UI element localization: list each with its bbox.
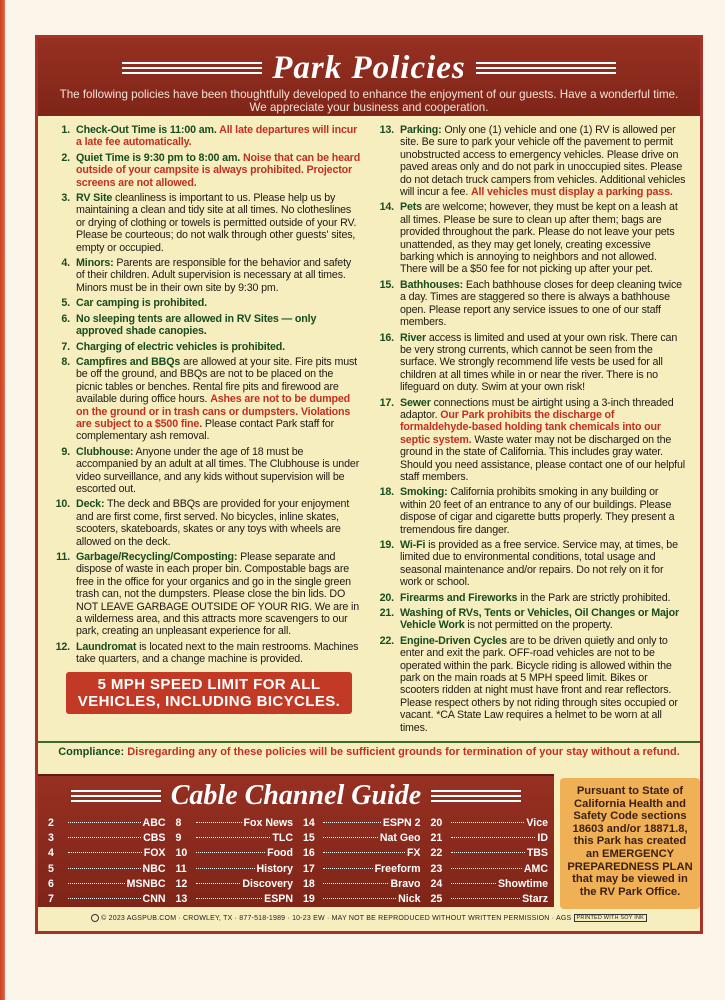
footer-text: © 2023 AGSPUB.COM · CROWLEY, TX · 877-518-1989 · 10-23 EW · MAY NOT BE REPRODUCED WITHOUT WRITTEN PERMISSION · AGS xyxy=(101,914,572,922)
policy-item xyxy=(52,551,362,638)
policy-number: 5. xyxy=(61,297,70,310)
channel-name: CNN xyxy=(142,893,166,906)
policy-body: Please separate and dispose of waste in each proper bin. Compostable bags are free in the office for your organics and go in the single green trash can, not the dumpsters. Please close the bin lids. DO NOT LEAVE GARBAGE OUTSIDE OF YOUR RIG. We are in a wilderness area, and this attracts more scavengers to our park, creating an unpleasant experience for all. xyxy=(76,551,360,638)
channel-number: 4 xyxy=(48,847,54,860)
policy-number: 4. xyxy=(61,257,70,270)
decorative-lines-left xyxy=(122,62,262,74)
policy-item xyxy=(376,607,686,632)
dot-leader xyxy=(68,883,125,884)
cable-guide-title: Cable Channel Guide xyxy=(170,780,422,811)
policy-heading: Deck: xyxy=(76,498,105,511)
policy-heading: Garbage/Recycling/Composting: xyxy=(76,551,238,563)
policy-heading: Charging of electric vehicles is prohibited. xyxy=(76,340,285,353)
channel-number: 15 xyxy=(303,832,315,845)
channel-name: Fox News xyxy=(243,817,293,829)
policy-heading: Wi-Fi xyxy=(400,539,426,551)
channel-row xyxy=(48,831,166,846)
policy-number: 8. xyxy=(61,355,70,368)
policy-heading: Washing of RVs, Tents or Vehicles, Oil Changes or Major Vehicle Work xyxy=(400,607,679,632)
policy-number: 3. xyxy=(61,192,70,205)
policy-text xyxy=(400,539,686,589)
policy-heading: Clubhouse: xyxy=(76,445,134,458)
dot-leader xyxy=(68,868,141,869)
policy-heading: Laundromat xyxy=(76,640,137,653)
compliance-line xyxy=(38,741,700,763)
policy-text xyxy=(400,607,686,632)
policy-text xyxy=(76,356,362,443)
policy-heading: Check-Out Time is 11:00 am. xyxy=(76,124,220,136)
policy-number: 1. xyxy=(61,124,70,136)
channel-row xyxy=(303,862,421,877)
policy-item xyxy=(376,397,686,484)
policy-text xyxy=(400,592,686,604)
channel-number: 19 xyxy=(303,893,315,906)
dot-leader xyxy=(196,822,242,823)
channel-number: 12 xyxy=(175,877,188,890)
channel-number: 3 xyxy=(48,832,54,845)
title-row xyxy=(38,50,700,86)
policy-number: 17. xyxy=(379,396,394,409)
policy-heading: Campfires and BBQs xyxy=(76,355,181,368)
policy-text xyxy=(76,341,362,353)
channel-name: ABC xyxy=(142,817,166,829)
channel-row xyxy=(431,862,549,877)
policy-item xyxy=(52,313,362,338)
channel-name: Showtime xyxy=(497,877,548,890)
policy-body: in the Park are strictly prohibited. xyxy=(517,591,671,604)
policy-number: 15. xyxy=(379,278,394,291)
policy-text xyxy=(76,152,362,189)
decorative-lines-left xyxy=(71,790,161,802)
policy-body: Please contact Park staff for complementary ash removal. xyxy=(76,417,334,443)
channel-name: Vice xyxy=(526,817,548,829)
policy-number: 18. xyxy=(379,486,394,499)
policy-item xyxy=(376,201,686,275)
policy-number: 2. xyxy=(61,151,70,164)
policy-item xyxy=(376,332,686,394)
channel-row xyxy=(48,816,166,831)
policy-heading: Bathhouses: xyxy=(400,278,464,291)
policy-body: Only one (1) vehicle and one (1) RV is allowed per site. Be sure to park your vehicle off the pavement to permit unobstructed access to emergency vehicles. Please drive on paved areas only and do not park in unoccupied sites. Please do not detach truck campers from vehicles. Additional vehicles will incur a fee. xyxy=(400,124,686,199)
policy-heading: Car camping is prohibited. xyxy=(76,297,207,310)
channel-row xyxy=(48,892,166,907)
channel-row xyxy=(303,831,421,846)
globe-icon xyxy=(91,914,99,922)
dot-leader xyxy=(196,883,241,884)
policy-text xyxy=(400,124,686,198)
channel-number: 11 xyxy=(175,862,187,875)
policy-number: 7. xyxy=(61,340,70,353)
policy-number: 22. xyxy=(379,634,394,647)
channel-row xyxy=(303,816,421,831)
channel-column xyxy=(303,816,421,907)
channel-name: CBS xyxy=(143,832,166,845)
channel-name: Starz xyxy=(522,893,548,906)
dot-leader xyxy=(323,883,388,884)
dot-leader xyxy=(68,898,141,899)
policy-warning: All vehicles must display a parking pass. xyxy=(470,186,673,199)
dot-leader xyxy=(451,822,525,823)
policy-column-left xyxy=(52,124,362,736)
channel-row xyxy=(48,862,166,877)
policy-item xyxy=(52,192,362,254)
policy-body: is not permitted on the property. xyxy=(464,619,613,632)
policy-text xyxy=(76,313,362,338)
channel-name: TBS xyxy=(526,847,548,860)
channel-number: 21 xyxy=(430,832,443,845)
policy-text xyxy=(76,446,362,496)
dot-leader xyxy=(196,837,271,838)
footer xyxy=(38,914,700,922)
policy-item xyxy=(376,592,686,604)
dot-leader xyxy=(68,822,141,823)
channel-number: 25 xyxy=(430,893,443,906)
policy-item xyxy=(52,498,362,548)
channel-name: FOX xyxy=(143,847,166,860)
policy-text xyxy=(400,397,686,484)
channel-row xyxy=(431,846,549,861)
policy-body: are to be driven quietly and only to enter and exit the park. OFF-road vehicles are not to be operated within the park. Bicycle riding is allowed within the park on the main roads at 5 MPH speed limit. Bikes or scooters ridden at night must have front and rear reflectors. Please respect others by not riding through sites occupied or vacant. *CA State Law requires a helmet to be worn at all times. xyxy=(400,634,678,734)
policy-item xyxy=(376,279,686,329)
policy-item xyxy=(52,124,362,149)
policy-item xyxy=(52,152,362,189)
policy-number: 10. xyxy=(55,498,70,511)
channel-number: 7 xyxy=(48,893,54,906)
policy-item xyxy=(52,446,362,496)
channel-row xyxy=(303,892,421,907)
channel-grid xyxy=(48,816,548,907)
dot-leader xyxy=(451,883,496,884)
binder-edge xyxy=(0,0,5,1000)
channel-name: Freeform xyxy=(374,862,421,875)
channel-number: 18 xyxy=(303,877,315,890)
policy-heading: Minors: xyxy=(76,257,114,270)
channel-number: 5 xyxy=(48,862,54,875)
policy-body: are allowed at your site. Fire pits must be off the ground, and BBQs are not to be placed on the picnic tables or benches. Rental fire pits and firewood are available during office hours. xyxy=(76,355,357,406)
policy-body: The deck and BBQs are provided for your enjoyment and are first come, first served. No bicycles, inline skates, scooters, skateboards, skates or any toys with wheels are allowed on the deck. xyxy=(76,498,350,548)
dot-leader xyxy=(451,852,525,853)
channel-number: 10 xyxy=(175,847,188,860)
channel-row xyxy=(48,877,166,892)
channel-row xyxy=(176,862,294,877)
soy-ink-logo: PRINTED WITH SOY INK xyxy=(574,914,647,922)
channel-column xyxy=(176,816,294,907)
policy-body: connections must be airtight using a 3-inch threaded adaptor. xyxy=(400,396,674,421)
channel-number: 22 xyxy=(430,847,443,860)
policy-item xyxy=(52,641,362,666)
policy-text xyxy=(76,551,362,638)
channel-name: ID xyxy=(537,832,548,845)
compliance-text: Disregarding any of these policies will be sufficient grounds for termination of your stay without a refund. xyxy=(127,746,680,758)
policy-item xyxy=(52,297,362,309)
channel-column xyxy=(431,816,549,907)
channel-name: History xyxy=(256,862,293,875)
policy-heading: River xyxy=(400,331,426,344)
policy-text xyxy=(400,635,686,734)
channel-name: AMC xyxy=(523,862,548,875)
policy-warning: All late departures will incur a late fee automatically. xyxy=(76,124,358,149)
channel-number: 16 xyxy=(303,847,315,860)
policy-warning: Ashes are not to be dumped on the ground or in trash cans or dumpsters. Violations are subject to a $500 fine. xyxy=(76,393,351,430)
policy-text xyxy=(400,201,686,275)
channel-number: 14 xyxy=(303,817,315,829)
channel-row xyxy=(431,816,549,831)
channel-name: Nick xyxy=(398,893,421,906)
channel-row xyxy=(176,877,294,892)
cable-guide xyxy=(38,774,554,907)
policy-item xyxy=(52,356,362,443)
channel-row xyxy=(431,831,549,846)
policy-heading: Pets xyxy=(400,201,422,214)
policy-card xyxy=(35,35,703,934)
policy-item xyxy=(376,124,686,198)
policy-heading: Firearms and Fireworks xyxy=(400,591,518,604)
channel-number: 8 xyxy=(175,817,182,829)
policy-text xyxy=(400,279,686,329)
policy-text xyxy=(76,297,362,309)
policy-warning: Our Park prohibits the discharge of formaldehyde-based holding tank chemicals into our septic system. xyxy=(400,408,661,446)
policy-number: 14. xyxy=(379,201,394,214)
channel-name: ESPN xyxy=(264,893,293,906)
policy-number: 20. xyxy=(379,591,394,604)
decorative-lines-right xyxy=(431,790,521,802)
channel-number: 17 xyxy=(303,862,315,875)
dot-leader xyxy=(323,837,378,838)
policy-text xyxy=(76,641,362,666)
channel-row xyxy=(176,846,294,861)
speed-limit-notice: 5 MPH SPEED LIMIT FOR ALL VEHICLES, INCLUDING BICYCLES. xyxy=(66,672,352,714)
decorative-lines-right xyxy=(476,62,616,74)
channel-row xyxy=(431,892,549,907)
dot-leader xyxy=(323,898,396,899)
channel-number: 6 xyxy=(48,877,54,890)
policy-body: cleanliness is important to us. Please help us by maintaining a clean and tidy site at all times. No clotheslines or drying of clothing or towels is permitted outside of your RV. Please be courteous; do not walk through other guests' sites, empty or occupied. xyxy=(76,192,357,254)
dot-leader xyxy=(323,868,373,869)
compliance-label: Compliance: xyxy=(58,746,125,758)
channel-row xyxy=(303,846,421,861)
channel-row xyxy=(176,831,294,846)
dot-leader xyxy=(196,852,266,853)
channel-number: 23 xyxy=(430,862,443,875)
channel-number: 9 xyxy=(175,832,182,845)
channel-name: FX xyxy=(406,847,421,860)
dot-leader xyxy=(451,898,521,899)
channel-number: 13 xyxy=(175,893,188,906)
channel-name: NBC xyxy=(142,862,166,875)
policy-text xyxy=(76,192,362,254)
channel-number: 20 xyxy=(430,817,443,829)
policy-body: Waste water may not be discharged on the ground in the state of California. This includes gray water. Should you need assistance, please contact one of our helpful staff members. xyxy=(400,433,685,483)
policy-heading: RV Site xyxy=(76,192,113,205)
dot-leader xyxy=(68,837,141,838)
channel-number: 2 xyxy=(48,817,54,829)
intro-text: The following policies have been thoughtfully developed to enhance the enjoyment of our guests. Have a wonderful time. We appreciate your business and cooperation. xyxy=(59,88,679,114)
channel-column xyxy=(48,816,166,907)
policy-item xyxy=(376,539,686,589)
policy-heading: Sewer xyxy=(400,396,431,409)
policy-heading: No sleeping tents are allowed in RV Sites — only approved shade canopies. xyxy=(76,312,317,338)
cable-title-row xyxy=(38,780,554,812)
policy-body: are welcome; however, they must be kept on a leash at all times. Please be sure to clean up after them; bags are provided throughout the park. Please do not leave your pets unattended, as they may get lonely, creating excessive barking which is annoying to neighbors and not allowed. There will be a $50 fee for not picking up after your pet. xyxy=(400,201,678,276)
policy-number: 16. xyxy=(379,331,394,344)
policy-warning: Noise that can be heard outside of your campsite is always prohibited. Projector screens are not allowed. xyxy=(76,151,361,189)
policy-number: 19. xyxy=(379,539,394,551)
policy-number: 12. xyxy=(55,640,70,653)
policy-number: 6. xyxy=(61,312,70,325)
policy-item xyxy=(52,341,362,353)
policy-text xyxy=(400,486,686,536)
policy-text xyxy=(400,332,686,394)
policy-number: 13. xyxy=(379,124,394,136)
policy-text xyxy=(76,257,362,294)
dot-leader xyxy=(323,852,405,853)
policy-text xyxy=(76,124,362,149)
channel-row xyxy=(48,846,166,861)
channel-name: TLC xyxy=(272,832,293,845)
policy-item xyxy=(376,486,686,536)
policy-body: is located next to the main restrooms. Machines take quarters, and a change machine is provided. xyxy=(76,640,359,666)
dot-leader xyxy=(323,822,381,823)
policy-heading: Quiet Time is 9:30 pm to 8:00 am. xyxy=(76,151,243,164)
channel-name: MSNBC xyxy=(126,877,166,890)
dot-leader xyxy=(196,898,263,899)
policy-list-left xyxy=(52,124,362,666)
policy-heading: Parking: xyxy=(400,124,442,136)
policy-body: Anyone under the age of 18 must be accompanied by an adult at all times. The Clubhouse is under video surveillance, and any kids without supervision will be escorted out. xyxy=(76,445,360,495)
policy-body: is provided as a free service. Service may, at times, be limited due to environmental conditions, total usage and seasonal maintenance and/or repairs. Do not rely on it for work or school. xyxy=(400,539,678,589)
channel-name: Nat Geo xyxy=(379,832,421,845)
policy-number: 21. xyxy=(379,607,394,620)
policy-number: 11. xyxy=(56,551,70,563)
policy-item xyxy=(52,257,362,294)
policy-column-right xyxy=(376,124,686,736)
policy-list-right xyxy=(376,124,686,734)
channel-name: Food xyxy=(267,847,293,860)
dot-leader xyxy=(196,868,255,869)
policy-text xyxy=(76,498,362,548)
dot-leader xyxy=(68,852,142,853)
channel-row xyxy=(431,877,549,892)
policy-columns xyxy=(52,124,686,736)
policy-item xyxy=(376,635,686,734)
policy-body: California prohibits smoking in any building or within 20 feet of an entrance to any of our buildings. Please dispose of cigar and cigarette butts properly. They present a tremendous fire danger. xyxy=(400,486,675,536)
policy-body: Parents are responsible for the behavior and safety of their children. Adult supervision is necessary at all times. Minors must be in their own site by 9:30 pm. xyxy=(76,257,352,294)
channel-row xyxy=(176,892,294,907)
policy-body: Each bathhouse closes for deep cleaning twice a day. Times are staggered so there is always a bathhouse open. Please report any service issues to one of our staff members. xyxy=(400,278,682,329)
policy-heading: Engine-Driven Cycles xyxy=(400,634,507,647)
policy-heading: Smoking: xyxy=(400,486,448,499)
page-title: Park Policies xyxy=(272,49,466,86)
channel-name: Bravo xyxy=(390,877,421,890)
channel-row xyxy=(176,816,294,831)
dot-leader xyxy=(451,837,536,838)
dot-leader xyxy=(451,868,522,869)
policy-body: access is limited and used at your own risk. There can be very strong currents, which cannot be seen from the surface. We strongly recommend life vests be used for all children at all times while in or near the river. There is no lifeguard on duty. Swim at your own risk! xyxy=(400,331,678,394)
emergency-plan-notice: Pursuant to State of California Health and Safety Code sections 18603 and/or 18871.8, this Park has created an EMERGENCY PREPAREDNESS PLAN that may be viewed in the RV Park Office. xyxy=(560,778,700,909)
policy-number: 9. xyxy=(61,445,70,458)
channel-name: Discovery xyxy=(242,877,293,890)
channel-row xyxy=(303,877,421,892)
channel-number: 24 xyxy=(430,877,443,890)
channel-name: ESPN 2 xyxy=(382,817,421,829)
header-banner xyxy=(38,38,700,116)
